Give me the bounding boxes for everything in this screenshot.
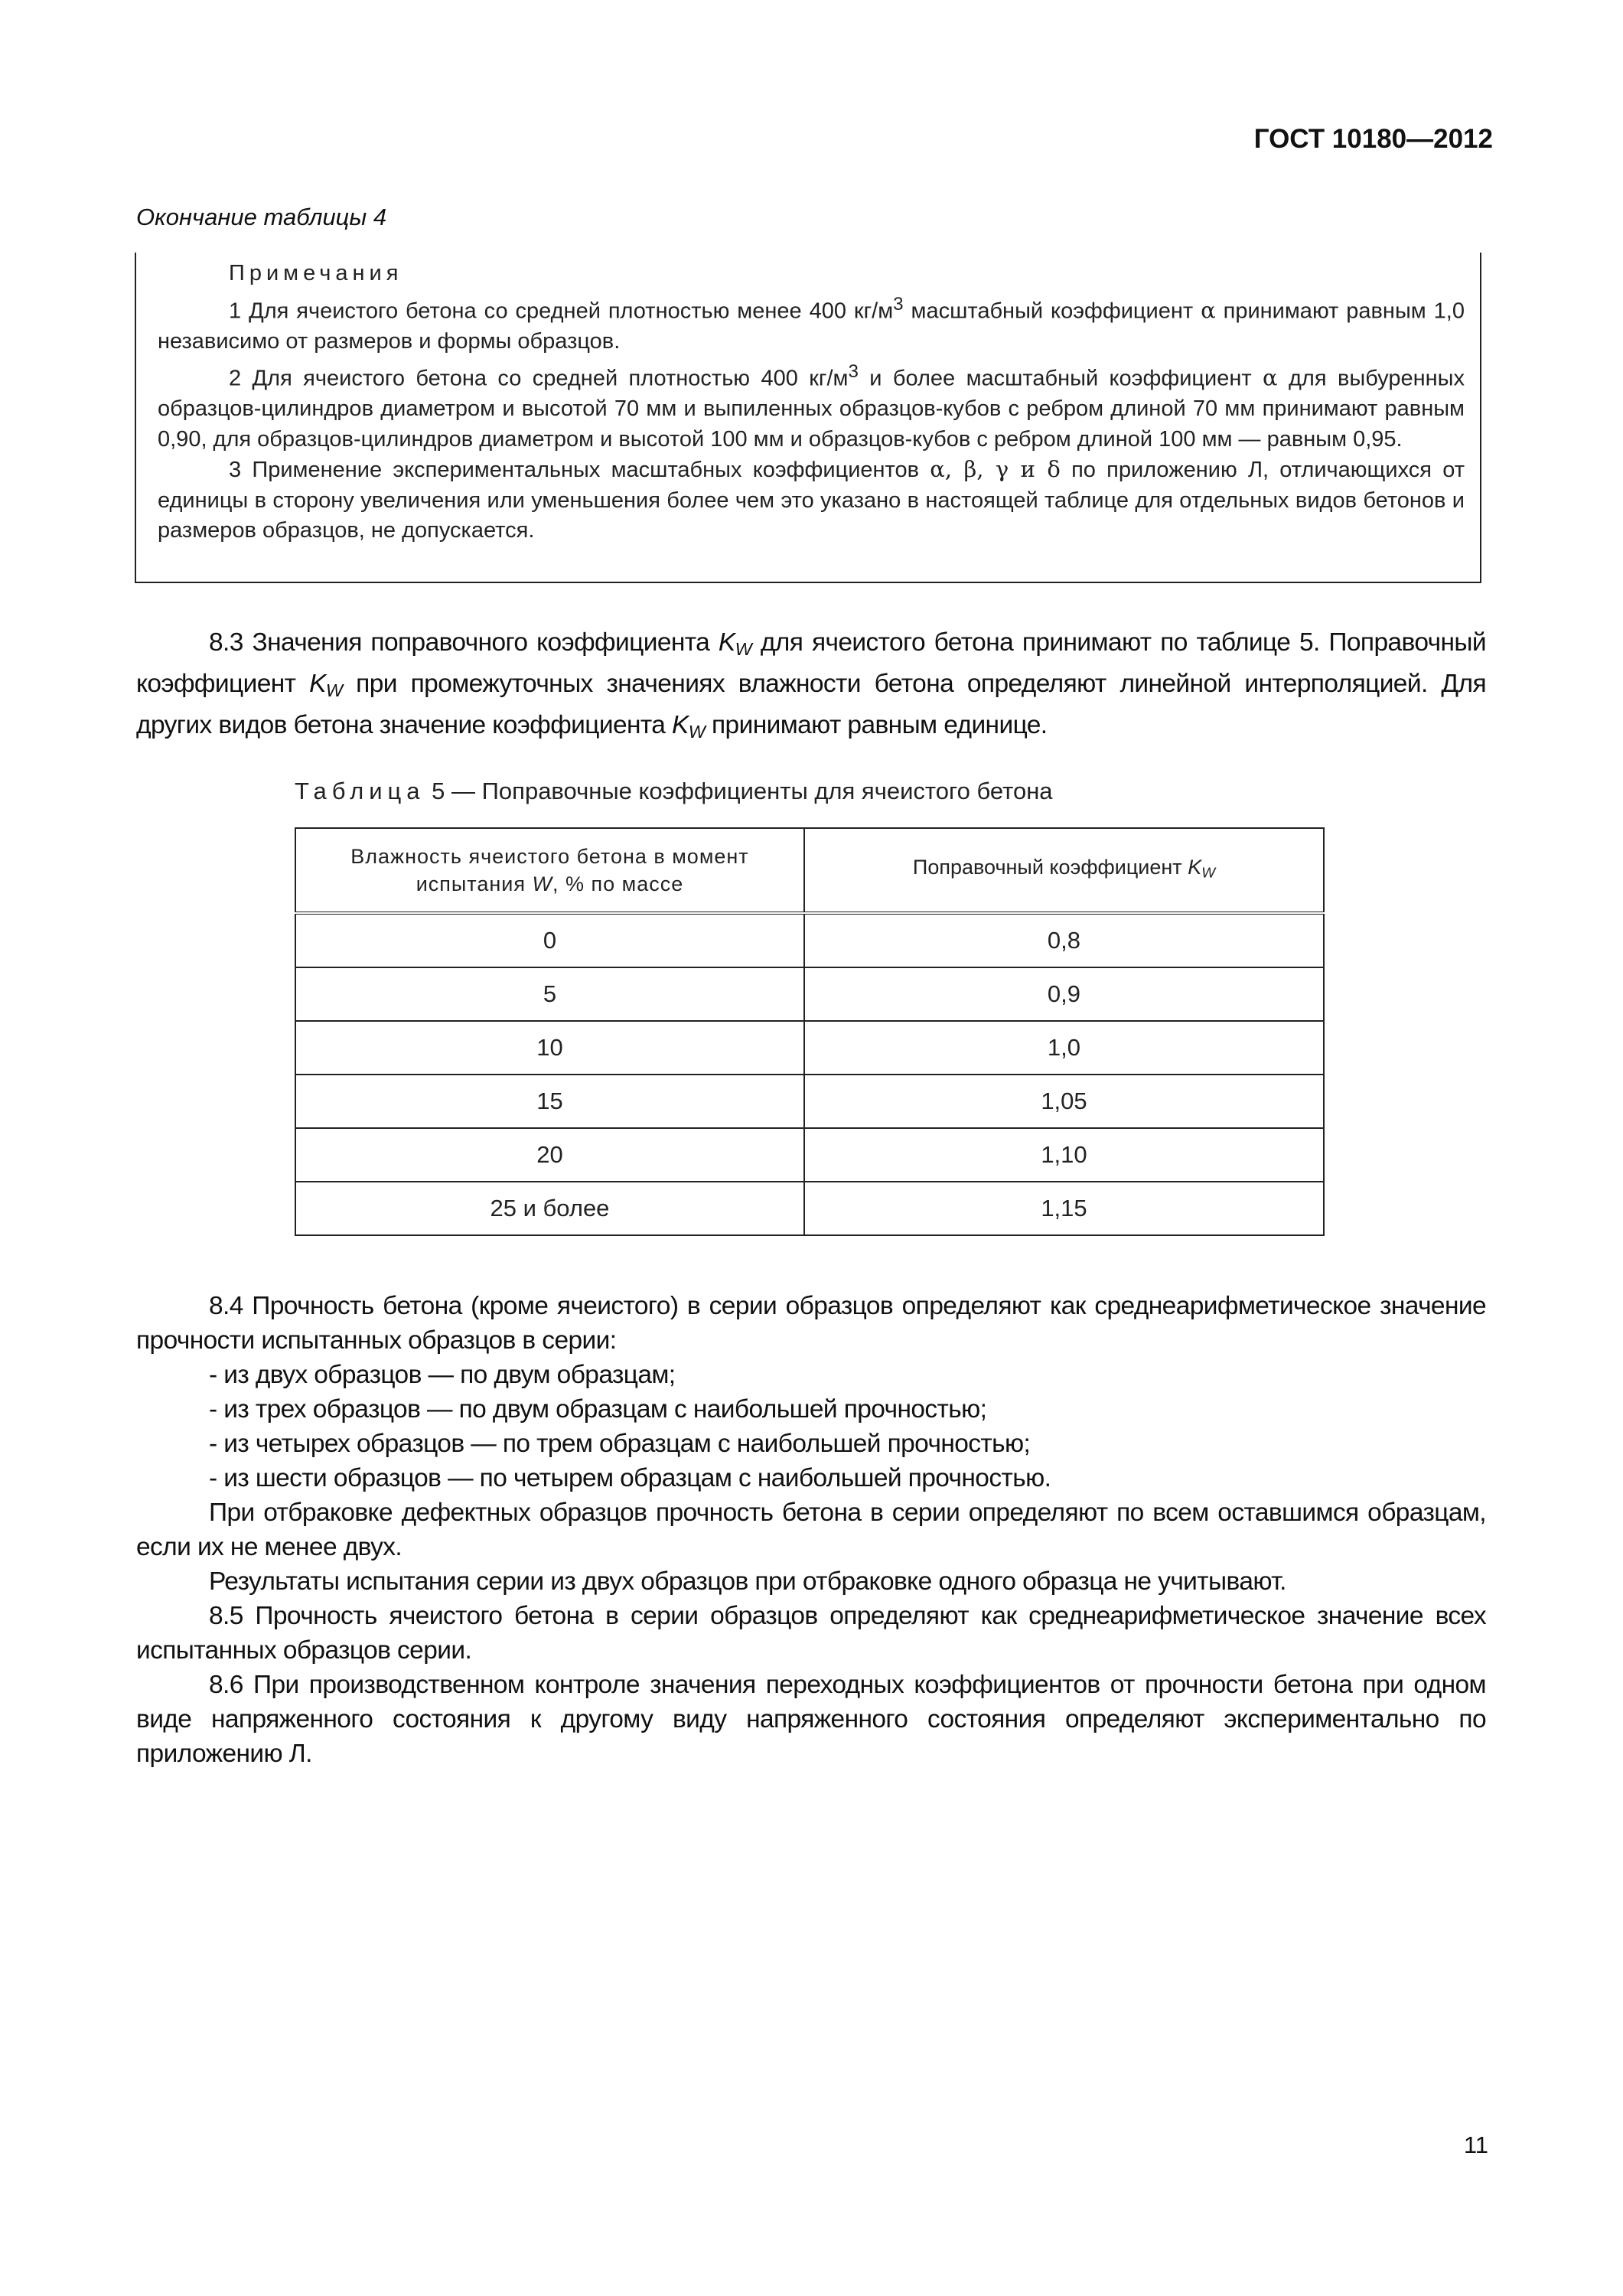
list-item: - из четырех образцов — по трем образцам с наибольшей прочностью; [209,1430,1031,1458]
table-4-continuation-label: Окончание таблицы 4 [136,204,387,230]
coefficient-cell: 1,0 [804,1021,1324,1075]
coefficient-cell: 0,8 [804,913,1324,967]
moisture-cell: 25 и более [295,1182,804,1235]
moisture-cell: 5 [295,967,804,1021]
moisture-cell: 20 [295,1128,804,1182]
list-item: - из трех образцов — по двум образцам с наибольшей прочностью; [209,1395,987,1424]
moisture-cell: 15 [295,1075,804,1128]
coefficient-cell: 1,05 [804,1075,1324,1128]
section-8-3 [136,625,1486,749]
coefficient-cell: 0,9 [804,967,1324,1021]
note-2: 2 Для ячеистого бетона со средней плотностью 400 $кг/м^3$ и более масштабный коэффициент α для выбуренных образцов-цилиндров диаметром и высотой 70 мм и выпиленных образцов-кубов с ребром длиной 70 мм принимают равным 0,90, для образцов-цилиндров диаметром и высотой 100 мм и образцов-кубов с ребром длиной 100 мм — равным 0,95. [158,361,1465,452]
paragraph-8-3: 8.3 Значения поправочного коэффициента $K_W$ для ячеистого бетона принимают по таблице 5. Поправочный коэффициент $K_W$ при промежуточных значениях влажности бетона определяют линейной интерполяцией. Для других видов бетона значение коэффициента $K_W$ принимают равным единице. [136,628,1486,742]
paragraph-8-5: 8.5 Прочность ячеистого бетона в серии образцов определяют как среднеарифметическое значение всех испытанных образцов серии. [136,1602,1486,1665]
table-5 [295,827,1325,1236]
paragraph-8-4: 8.4 Прочность бетона (кроме ячеистого) в серии образцов определяют как среднеарифметическое значение прочности испытанных образцов в серии: [136,1292,1486,1355]
notes-title: Примечания [229,261,403,285]
paragraph-8-4-rejection: При отбраковке дефектных образцов прочность бетона в серии определяют по всем оставшимся образцам, если их не менее двух. [136,1499,1486,1561]
coefficient-cell: 1,10 [804,1128,1324,1182]
sections-8-4-to-8-6 [136,1289,1486,1771]
note-1: 1 Для ячеистого бетона со средней плотностью менее 400 $кг/м^3$ масштабный коэффициент α принимают равным 1,0 независимо от размеров и формы образцов. [158,293,1465,354]
coefficient-cell: 1,15 [804,1182,1324,1235]
moisture-cell: 10 [295,1021,804,1075]
list-item: - из шести образцов — по четырем образцам с наибольшей прочностью. [209,1464,1051,1492]
moisture-cell: 0 [295,913,804,967]
paragraph-8-6: 8.6 При производственном контроле значения переходных коэффициентов от прочности бетона при одном виде напряженного состояния к другому виду напряженного состояния определяют экспериментально по приложению Л. [136,1671,1486,1768]
table-row [295,1021,1324,1075]
document-code: ГОСТ 10180—2012 [1253,124,1493,154]
page-number: 11 [1463,2131,1488,2158]
table-row [295,1182,1324,1235]
paragraph-8-4-results: Результаты испытания серии из двух образцов при отбраковке одного образца не учитывают. [209,1567,1286,1596]
list-item: - из двух образцов — по двум образцам; [209,1361,676,1389]
table-row [295,913,1324,967]
table-row [295,1075,1324,1128]
note-3: 3 Применение экспериментальных масштабных коэффициентов α, β, γ и δ по приложению Л, отличающихся от единицы в сторону увеличения или уменьшения более чем это указано в настоящей таблице для отдельных видов бетонов и размеров образцов, не допускается. [158,456,1465,543]
table-row [295,1128,1324,1182]
table-row [295,967,1324,1021]
notes-box [135,253,1481,583]
table-5-header-coefficient: Поправочный коэффициент $K_W$ [804,828,1324,913]
table-5-header-moisture: Влажность ячеистого бетона в момент испытания W, % по массе [295,828,804,913]
table-5-caption: Таблица 5 — Поправочные коэффициенты для ячеистого бетона [295,778,1053,804]
